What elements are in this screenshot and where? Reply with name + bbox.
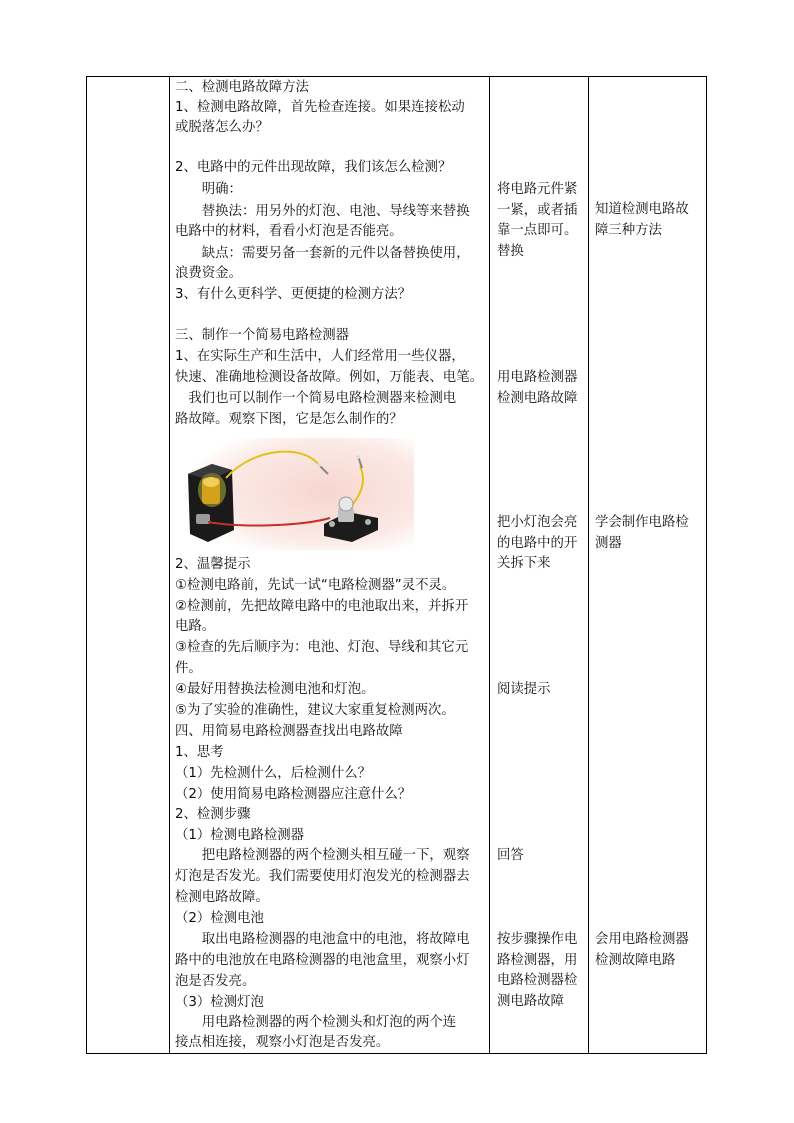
text-line: 用电路检测器的两个检测头和灯泡的两个连 [175, 1015, 457, 1030]
text-line: （1）检测电路检测器 [175, 828, 305, 843]
text-line: 替换法：用另外的灯泡、电池、导线等来替换 [175, 204, 470, 219]
text-line: 接点相连接，观察小灯泡是否发亮。 [175, 1035, 390, 1050]
text-line: 电路。 [175, 619, 216, 634]
text-line: （2）使用简易电路检测器应注意什么？ [175, 787, 412, 802]
aim-3: 会用电路检测器 检测故障电路 [595, 932, 689, 968]
text-line: 我们也可以制作一个简易电路检测器来检测电 [175, 391, 457, 406]
text-line: 3、有什么更科学、更便捷的检测方法？ [175, 287, 412, 302]
tip-item: ④最好用替换法检测电池和灯泡。 [175, 682, 375, 697]
text-line: 路中的电池放在电路检测器的电池盒里，观察小灯 [175, 953, 470, 968]
activity-3: 把小灯泡会亮 的电路中的开 关拆下来 [497, 515, 578, 571]
activity-4: 阅读提示 [497, 682, 551, 697]
text-line: 路故障。观察下图，它是怎么制作的？ [175, 412, 403, 427]
text-line: 1、检测电路故障，首先检查连接。如果连接松动 [175, 100, 465, 115]
text-line: （1）先检测什么，后检测什么？ [175, 766, 371, 781]
tip-item: ②检测前，先把故障电路中的电池取出来，并拆开 [175, 599, 469, 614]
circuit-tester-photo [182, 438, 414, 550]
text-line: 件。 [175, 661, 202, 676]
text-line: 明确： [175, 182, 242, 197]
text-line: 2、电路中的元件出现故障，我们该怎么检测？ [175, 160, 452, 175]
text-line: 快速、准确地检测设备故障。例如，万能表、电笔。 [175, 370, 483, 385]
tip-item: ⑤为了实验的准确性，建议大家重复检测两次。 [175, 703, 455, 718]
tip-item: ①检测电路前，先试一试“电路检测器”灵不灵。 [175, 578, 456, 593]
section-heading: 二、检测电路故障方法 [175, 80, 309, 95]
tip-item: ③检查的先后顺序为：电池、灯泡、导线和其它元 [175, 640, 469, 655]
text-line: 取出电路检测器的电池盒中的电池，将故障电 [175, 932, 470, 947]
aim-1: 知道检测电路故 障三种方法 [595, 202, 689, 238]
text-line: 2、检测步骤 [175, 807, 251, 822]
text-line: 检测电路故障。 [175, 890, 269, 905]
activity-6: 按步骤操作电 路检测器，用 电路检测器检 测电路故障 [497, 932, 578, 1009]
text-line: 2、温馨提示 [175, 557, 251, 572]
text-line: 把电路检测器的两个检测头相互碰一下，观察 [175, 848, 470, 863]
text-line: 灯泡是否发光。我们需要使用灯泡发光的检测器去 [175, 869, 470, 884]
text-line: （2）检测电池 [175, 911, 264, 926]
text-line: 电路中的材料，看看小灯泡是否能亮。 [175, 224, 403, 239]
lesson-table [86, 76, 707, 1054]
activity-2: 用电路检测器 检测电路故障 [497, 370, 578, 406]
text-line: 浪费资金。 [175, 266, 242, 281]
text-line: 1、在实际生产和生活中，人们经常用一些仪器， [175, 349, 465, 364]
table-border-left [86, 76, 87, 1054]
section-heading: 三、制作一个简易电路检测器 [175, 328, 350, 343]
text-line: （3）检测灯泡 [175, 995, 264, 1010]
section-heading: 四、用简易电路检测器查找出电路故障 [175, 724, 403, 739]
student-activity-column [497, 76, 589, 1054]
aim-2: 学会制作电路检 测器 [595, 515, 689, 551]
text-line: 缺点：需要另备一套新的元件以备替换使用， [175, 246, 470, 261]
teaching-process-column [172, 76, 492, 1054]
design-intent-column [595, 76, 705, 1054]
activity-1: 将电路元件紧 一紧，或者插 靠一点即可。 替换 [497, 182, 578, 259]
text-line: 或脱落怎么办？ [175, 120, 269, 135]
table-divider-1 [169, 76, 170, 1054]
text-line: 泡是否发亮。 [175, 974, 256, 989]
activity-5: 回答 [497, 848, 524, 863]
table-border-right [706, 76, 707, 1054]
text-line: 1、思考 [175, 745, 224, 760]
